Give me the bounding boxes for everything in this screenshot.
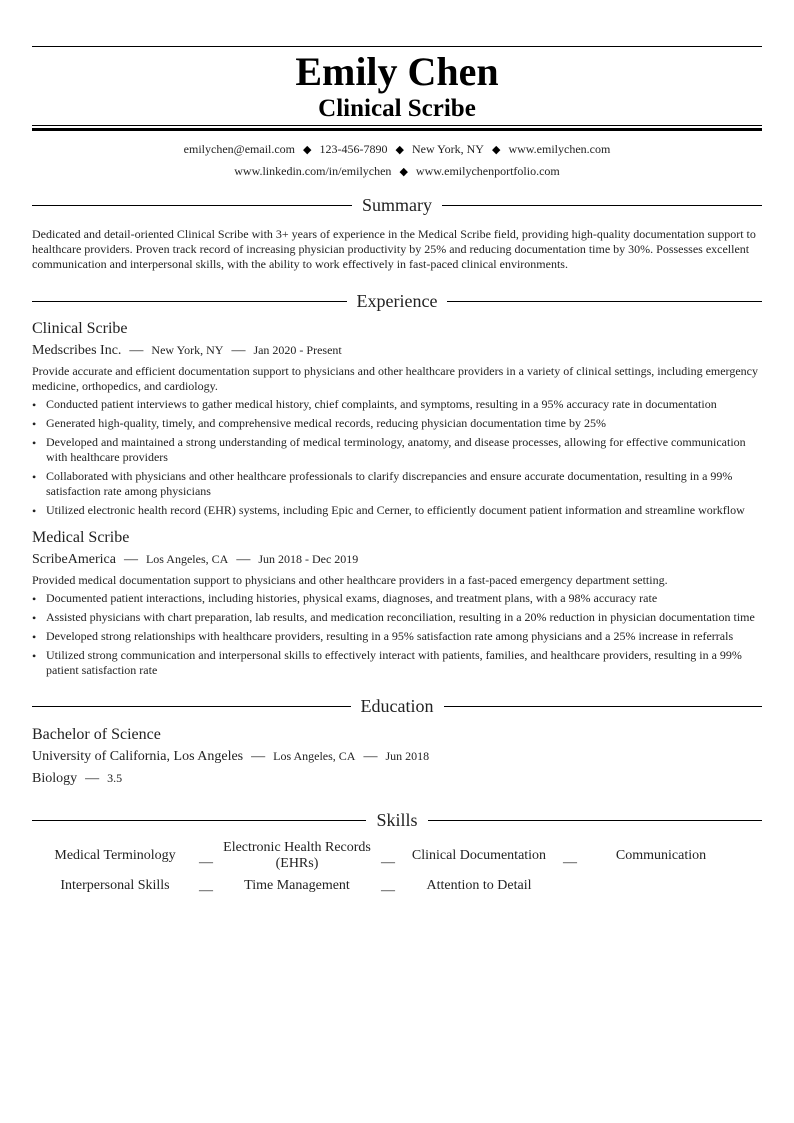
contact-phone[interactable]: 123-456-7890 [319,142,388,156]
section-rule [444,706,763,707]
skill-item: Electronic Health Records (EHRs) [223,840,371,871]
education-major-line [32,768,762,789]
education-school: University of California, Los Angeles [32,749,244,764]
summary-section-header [32,193,762,217]
skills-grid [32,840,762,900]
education-section-header [32,694,762,718]
skill-separator: — [563,855,577,870]
job-meta [32,549,762,570]
list-item: • Generated high-quality, timely, and comprehensive medical records, reducing physician documentation time by 25% [32,416,762,431]
skill-item: Time Management [244,878,350,893]
list-item: • Developed and maintained a strong understanding of medical terminology, anatomy, and disease processes, allowing for effective communication with healthcare providers [32,435,762,465]
skill-separator: — [381,855,395,870]
dash-separator: — [85,771,100,786]
dash-separator: — [129,343,144,358]
education-heading: Education [360,696,434,716]
contact-linkedin[interactable]: www.linkedin.com/in/emilychen [234,164,392,178]
skill-item: Communication [615,848,707,863]
experience-heading: Experience [356,291,438,311]
list-item: • Documented patient interactions, including histories, physical exams, diagnoses, and treatment plans, with a 98% accuracy rate [32,591,762,606]
education-location: Los Angeles, CA [273,749,356,763]
contact-info [32,139,762,183]
list-item: • Assisted physicians with chart preparation, lab results, and medication reconciliation, resulting in a 20% reduction in physician documentation time [32,610,762,625]
job-meta [32,340,762,361]
diamond-separator-icon: ◆ [491,144,501,156]
skills-section-header [32,808,762,832]
list-item: • Utilized strong communication and interpersonal skills to effectively interact with patients, families, and healthcare providers, resulting in a 99% patient satisfaction rate [32,648,762,678]
skill-separator: — [381,883,395,898]
dash-separator: — [236,552,251,567]
section-rule [447,301,762,302]
education-entry [32,725,762,789]
education-gpa: 3.5 [107,771,123,785]
education-meta [32,746,762,767]
section-rule [32,820,366,821]
skill-item: Medical Terminology [54,848,176,863]
education-degree: Bachelor of Science [32,726,161,743]
job-entry [32,319,762,518]
skill-item: Interpersonal Skills [60,878,170,893]
contact-email[interactable]: emilychen@email.com [183,142,296,156]
skills-heading: Skills [376,810,418,830]
skill-item: Clinical Documentation [411,848,547,863]
job-dates: Jan 2020 - Present [253,343,342,357]
job-description: Provide accurate and efficient documentation support to physicians and other healthcare providers in a variety of clinical settings, including emergency medicine, orthopedics, and cardiology. [32,364,758,393]
job-dates: Jun 2018 - Dec 2019 [258,552,359,566]
dash-separator: — [251,749,266,764]
section-rule [32,706,351,707]
job-company: Medscribes Inc. [32,343,122,358]
job-company: ScribeAmerica [32,552,116,567]
skill-separator: — [199,883,213,898]
skill-item: Attention to Detail [426,878,532,893]
education-major: Biology [32,771,78,786]
candidate-name: Emily Chen [295,49,499,94]
dash-separator: — [123,552,138,567]
diamond-separator-icon: ◆ [399,166,408,178]
skill-row [32,872,762,900]
skill-row [32,840,762,872]
resume-page [32,46,762,900]
contact-line-1 [32,139,762,161]
summary-heading: Summary [362,195,432,215]
contact-location: New York, NY [411,142,484,156]
section-rule [32,205,352,206]
summary-text: Dedicated and detail-oriented Clinical Scribe with 3+ years of experience in the Medical Scribe field, providing high-quality documentation support to healthcare providers. Proven track record of increasing physician productivity by 25% and reducing documentation time by 30%. Possesses excellent communication and interpersonal skills, with the ability to work effectively in fast-paced clinical environments. [32,227,756,271]
candidate-title: Clinical Scribe [318,95,476,122]
job-location: New York, NY [151,343,224,357]
list-item: • Utilized electronic health record (EHR) systems, including Epic and Cerner, to efficiently document patient information and streamline workflow [32,503,762,518]
job-title: Clinical Scribe [32,320,128,337]
job-bullets [32,591,762,678]
experience-section-header [32,289,762,313]
education-date: Jun 2018 [385,749,430,763]
header-double-rule [32,125,762,131]
job-location: Los Angeles, CA [145,552,229,566]
job-description: Provided medical documentation support to physicians and other healthcare providers in a fast-paced emergency department setting. [32,573,668,587]
dash-separator: — [231,343,246,358]
contact-website[interactable]: www.emilychen.com [508,142,611,156]
dash-separator: — [363,749,378,764]
job-title: Medical Scribe [32,529,130,546]
list-item: • Developed strong relationships with healthcare providers, resulting in a 95% satisfaction rate among physicians and a 25% increase in referrals [32,629,762,644]
list-item: • Collaborated with physicians and other healthcare professionals to clarify discrepancies and ensure accurate documentation, resulting in a 99% satisfaction rate among physicians [32,469,762,499]
contact-line-2 [32,161,762,183]
contact-portfolio[interactable]: www.emilychenportfolio.com [415,164,560,178]
list-item: • Conducted patient interviews to gather medical history, chief complaints, and symptoms, resulting in a 95% accuracy rate in documentation [32,397,762,412]
skill-separator: — [199,855,213,870]
job-entry [32,528,762,678]
job-bullets [32,397,762,518]
section-rule [32,301,347,302]
section-rule [442,205,762,206]
diamond-separator-icon: ◆ [395,144,404,156]
section-rule [428,820,762,821]
diamond-separator-icon: ◆ [303,144,312,156]
header-top-rule [32,46,762,47]
